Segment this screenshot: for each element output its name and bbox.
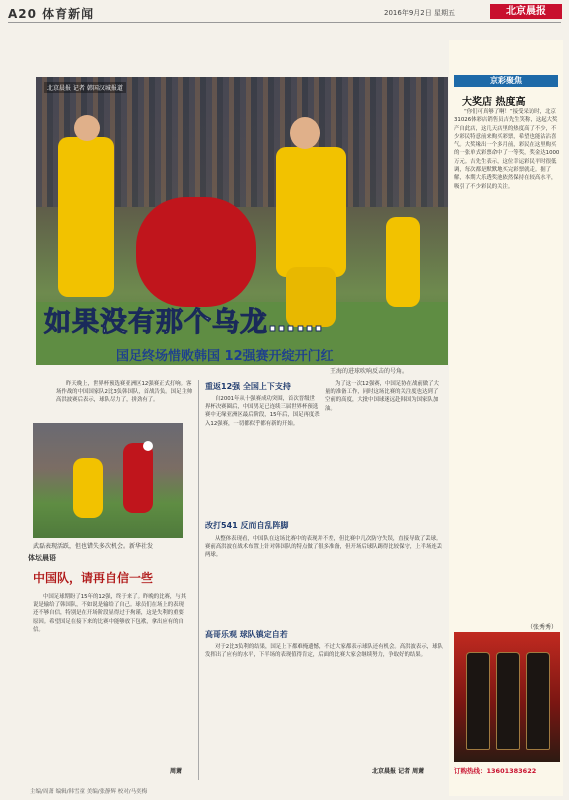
small-photo	[33, 423, 183, 538]
issue-date: 2016年9月2日 星期五	[384, 9, 455, 17]
player-red	[136, 197, 256, 307]
editorial-body: 中国足球期盼了15年的12强，终于来了。昨晚的比赛，与其说是输给了韩国队，不如说是输给了自己。球员们在场上的表现还不够自信，特别是在开场阶段显得过于拘谨，这是失利的重要原因。希望国足在接下来的比赛中能够放下包袱，拿出应有的自信。	[33, 594, 187, 633]
player-left	[58, 137, 114, 297]
lead-paragraph: 昨天晚上，世界杯预选赛亚洲区12强赛正式打响。客场作战的中国国家队2比3负韩国队，首战告负。国足主帅高洪波赛后表示，球队尽力了，拼劲有了。	[56, 381, 193, 404]
sidebar-body: “你们可真够了啊！”接受采访时，北京31026体彩店销售员吉先生笑称，这起大奖产自此店，这几天店里的热度高了不少，不少彩民特意前来购买彩票，希望也能沾沾喜气。大奖缘出一个多月前，彩民在这里购买的一张单式彩票命中了一等奖，奖金达1000万元。吉先生表示，这位幸运彩民平时很低调，每次都是默默地买完彩票就走。据了解，本期大乐透奖池依然保持在较高水平，吸引了不少彩民的关注。	[454, 109, 560, 190]
sidebar-headline: 大奖店 热度高	[462, 97, 526, 108]
sidebar-author: （张秀秀）	[527, 624, 558, 631]
section-1-body-b: 为了这一次12强赛，中国足协在战前做了大量的准备工作，同时这场比赛的关注度也达到了空前的高度，大批中国球迷远赴韩国为国家队加油。	[325, 381, 439, 412]
small-ball	[143, 441, 153, 451]
editorial-tag: 体坛晨语	[28, 554, 56, 562]
player-21-head	[290, 117, 320, 149]
liquor-ad	[454, 632, 560, 762]
player-left-head	[74, 115, 100, 141]
main-author: 北京晨报 记者 周萧	[372, 768, 425, 775]
headline: 如果没有那个乌龙……	[44, 307, 324, 338]
ad-phone: 订购热线：13601383622	[454, 767, 537, 775]
small-photo-caption: 武磊表现活跃，但也错失多次机会。新华社发	[33, 543, 154, 550]
column-rule-1	[198, 380, 199, 780]
editorial-author: 周萧	[170, 768, 183, 775]
subheadline: 国足终场惜败韩国 12强赛开绽开门红	[116, 349, 334, 364]
header-rule	[8, 22, 561, 23]
section-label: A20 体育新闻	[8, 7, 95, 21]
player-right	[386, 217, 420, 307]
sidebar-section-title: 京彩聚焦	[454, 75, 558, 87]
small-player-yellow	[73, 458, 103, 518]
small-player-red	[123, 443, 153, 513]
section-1-body-a: 自2001年从十强赛成功突围，首次晋级世界杯决赛圈后，中国男足已连续三届世界杯预选赛中无缘亚洲区最后阶段，15年后，国足再度杀入12强赛，一切都似乎都有新的开始。	[205, 396, 320, 427]
section-3-body: 对于2比3负利的结果，国足上下都难掩遗憾，不过大家都表示球队还有机会。高洪波表示，球队发挥出了应有的水平，下半场的表现值得肯定，后面的比赛大家会继续努力，争取好的结果。	[205, 644, 443, 659]
ad-bottle-2	[496, 652, 520, 750]
player-21	[276, 147, 346, 277]
photo-caption: 北京晨报 记者 韩国汉城报道	[44, 82, 126, 93]
section-2-title: 改打541 反而自乱阵脚	[205, 521, 289, 530]
page-footer: 主编/周萧 编辑/韩雪童 美编/张静辉 校对/马奕梅	[30, 789, 148, 795]
newspaper-logo: 北京晨报	[490, 4, 562, 19]
ad-bottle-3	[526, 652, 550, 750]
section-1-title: 重返12强 全国上下支持	[205, 382, 291, 391]
photo-note: 王海的进球吹响反击的号角。	[330, 368, 409, 375]
editorial-title: 中国队，请再自信一些	[33, 571, 154, 585]
section-2-body: 从整体表现看，中国队在这场比赛中的表现并不差，但比赛中几次防守失误，直接导致了丢球。赛前高洪波在战术布置上针对韩国队的特点做了很多准备，但开场后球队踢得比较保守，上半场连丢两球。	[205, 536, 443, 559]
section-3-title: 高哥乐观 球队镇定自若	[205, 630, 288, 639]
ad-bottle-1	[466, 652, 490, 750]
